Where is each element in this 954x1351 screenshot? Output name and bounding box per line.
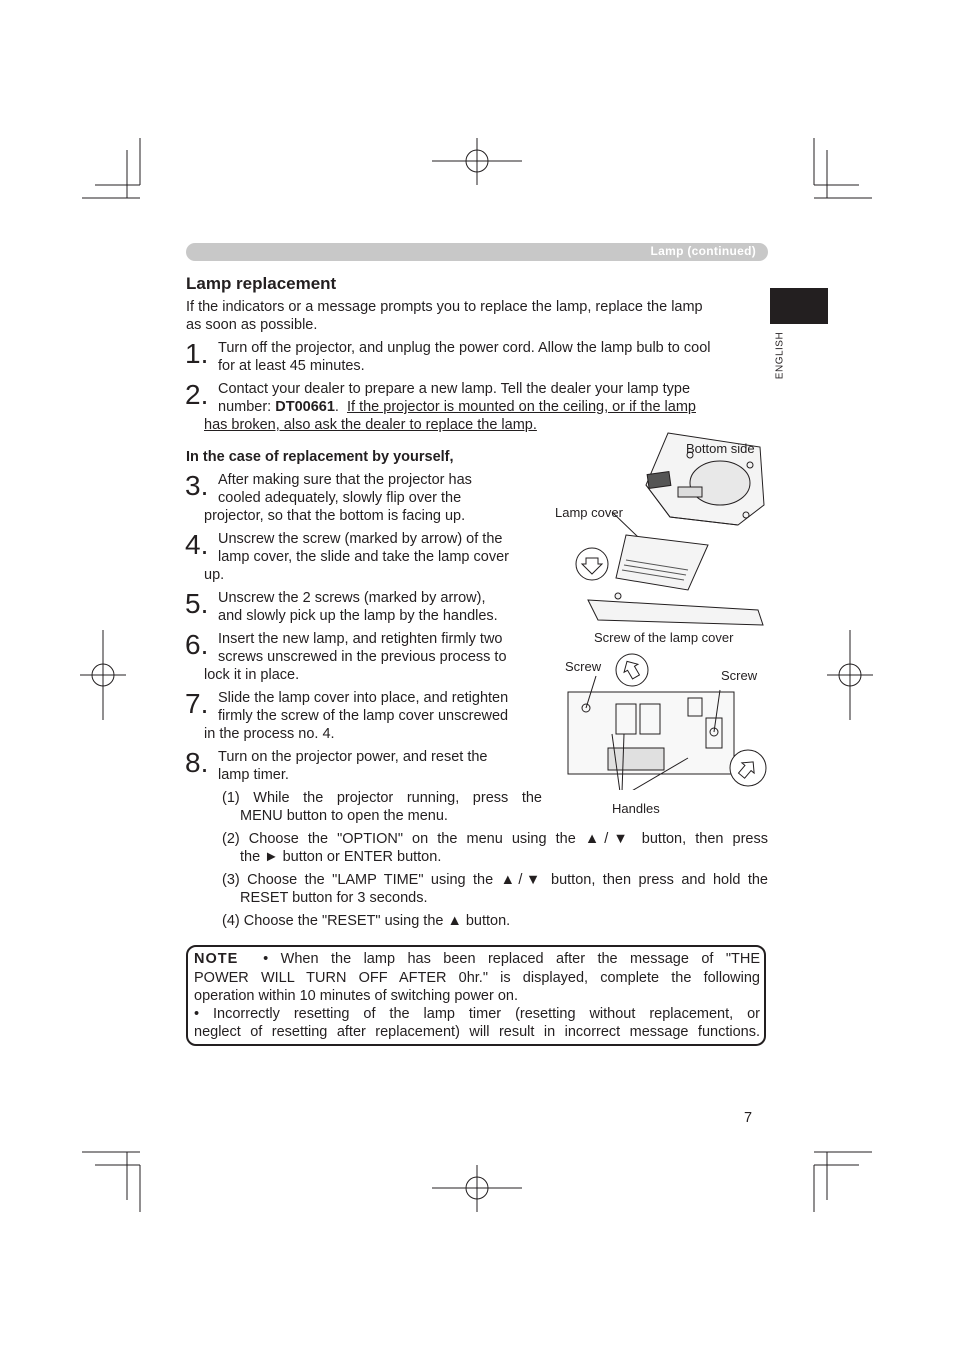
period: . [334,399,339,415]
step-3-line: projector, so that the bottom is facing up. [204,508,466,524]
ceiling-warning-2: has broken, also ask the dealer to replace the lamp. [204,417,537,433]
step-4-line: lamp cover, the slide and take the lamp cover [218,549,509,565]
label-screw-left: Screw [565,659,602,674]
label-handles: Handles [612,801,660,816]
page-title: Lamp replacement [186,274,337,293]
language-label-box [772,330,788,390]
note-line: • Incorrectly resetting of the lamp timer (resetting without replacement, or [194,1006,760,1022]
substep-3-line: RESET button for 3 seconds. [240,890,428,906]
step-2-line-2 [218,398,696,416]
step-3-line: cooled adequately, slowly flip over the [218,490,462,506]
language-label: ENGLISH [774,331,786,380]
label-screw-lamp-cover: Screw of the lamp cover [594,630,734,645]
number-prefix: number: [218,399,276,415]
step-number: 6. [185,629,209,660]
step-4-line: up. [204,567,225,583]
step-number: 8. [185,747,209,778]
lamp-cover-illustration [568,530,768,630]
step-number: 5. [185,588,209,619]
lamp-type-code: DT00661 [275,399,335,415]
step-1-text [218,339,711,375]
step-number: 1. [185,338,209,369]
step-8-line: Turn on the projector power, and reset the [218,749,488,765]
substep-3-line: (3) Choose the "LAMP TIME" using the ▲/▼ button, then press and hold the [222,872,768,888]
step-number: 7. [185,688,209,719]
step-6-line: lock it in place. [204,667,300,683]
section-header-bar [186,243,768,261]
substep-4-line: (4) Choose the "RESET" using the ▲ button. [222,913,511,929]
section-header-label: Lamp (continued) [650,244,756,258]
substep-1-line: MENU button to open the menu. [240,808,448,824]
step-4-line: Unscrew the screw (marked by arrow) of the [218,531,503,547]
step-5-line: and slowly pick up the lamp by the handles. [218,608,498,624]
step-number: 2. [185,379,209,410]
step-line: Turn off the projector, and unplug the power cord. Allow the lamp bulb to cool [218,340,711,356]
note-text: • When the lamp has been replaced after the message of "THE [263,951,760,967]
label-lamp-cover: Lamp cover [555,505,623,520]
step-8-line: lamp timer. [218,767,289,783]
step-6-line: screws unscrewed in the previous process to [218,649,507,665]
note-line: POWER WILL TURN OFF AFTER 0hr." is displayed, complete the following [194,970,760,986]
subheading: In the case of replacement by yourself, [186,449,454,465]
ceiling-warning-1: If the projector is mounted on the ceiling, or if the lamp [346,399,696,415]
intro-paragraph [186,298,703,334]
step-7-line: Slide the lamp cover into place, and retighten [218,690,509,706]
language-tab [770,288,828,324]
step-5-line: Unscrew the 2 screws (marked by arrow), [218,590,486,606]
label-bottom-side: Bottom side [686,441,755,456]
note-line: operation within 10 minutes of switching power on. [194,988,519,1004]
page-number: 7 [744,1110,753,1126]
step-number: 4. [185,529,209,560]
label-screw-right: Screw [721,668,758,683]
substep-2-line: (2) Choose the "OPTION" on the menu using the ▲/▼ button, then press [222,831,768,847]
step-number: 3. [185,470,209,501]
step-2-line-1: Contact your dealer to prepare a new lamp. Tell the dealer your lamp type [218,381,691,397]
step-7-line: in the process no. 4. [204,726,335,742]
intro-line: as soon as possible. [186,317,318,333]
step-7-line: firmly the screw of the lamp cover unscrewed [218,708,509,724]
intro-line: If the indicators or a message prompts you to replace the lamp, replace the lamp [186,299,703,315]
note-line: neglect of resetting after replacement) will result in incorrect message functions. [194,1024,760,1040]
step-6-line: Insert the new lamp, and retighten firmly two [218,631,503,647]
substep-1-line: (1) While the projector running, press the [222,790,542,806]
step-3-line: After making sure that the projector has [218,472,472,488]
step-line: for at least 45 minutes. [218,358,365,374]
note-label: NOTE [194,951,239,967]
note-line-1 [194,950,760,968]
substep-2-line: the ► button or ENTER button. [240,849,442,865]
